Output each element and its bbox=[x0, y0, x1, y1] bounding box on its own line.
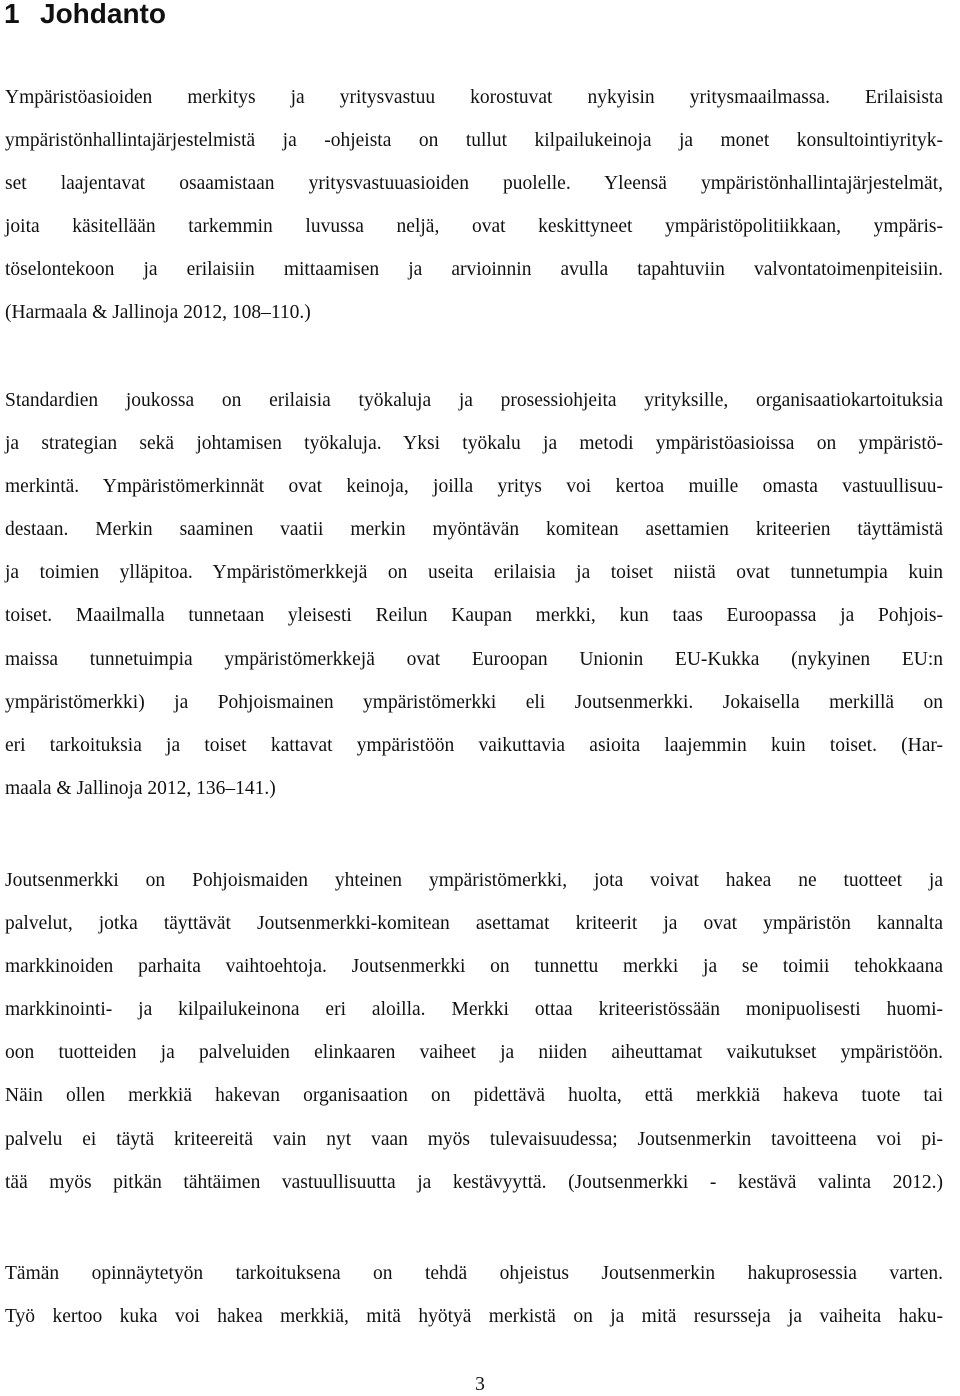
page-number: 3 bbox=[475, 1374, 485, 1395]
text-line: Työ kertoo kuka voi hakea merkkiä, mitä hyötyä merkistä on ja mitä resursseja ja vaiheita haku- bbox=[5, 1306, 943, 1328]
text-line: palvelut, jotka täyttävät Joutsenmerkki-komitean asettamat kriteerit ja ovat ympäristön kannalta bbox=[5, 913, 943, 935]
text-line: destaan. Merkin saaminen vaatii merkin myöntävän komitean asettamien kriteerien täyttämistä bbox=[5, 519, 943, 541]
chapter-heading bbox=[4, 0, 166, 34]
text-line: ympäristömerkki) ja Pohjoismainen ympäristömerkki eli Joutsenmerkki. Jokaisella merkillä on bbox=[5, 691, 943, 713]
text-line: Näin ollen merkkiä hakevan organisaation on pidettävä huolta, että merkkiä hakeva tuote tai bbox=[5, 1085, 943, 1107]
text-line: toiset. Maailmalla tunnetaan yleisesti Reilun Kaupan merkki, kun taas Euroopassa ja Pohjois- bbox=[5, 605, 943, 627]
text-line: Ympäristöasioiden merkitys ja yritysvastuu korostuvat nykyisin yritysmaailmassa. Erilaisista bbox=[5, 87, 943, 108]
text-line: Standardien joukossa on erilaisia työkaluja ja prosessiohjeita yrityksille, organisaatiokartoituksia bbox=[5, 390, 943, 411]
text-line: ja toimien ylläpitoa. Ympäristömerkkejä on useita erilaisia ja toiset niistä ovat tunnetumpia kuin bbox=[5, 562, 943, 584]
text-line: oon tuotteiden ja palveluiden elinkaaren vaiheet ja niiden aiheuttamat vaikutukset ympäristöön. bbox=[5, 1042, 943, 1064]
text-line: joita käsitellään tarkemmin luvussa neljä, ovat keskittyneet ympäristöpolitiikkaan, ympäris- bbox=[5, 216, 943, 238]
text-line: eri tarkoituksia ja toiset kattavat ympäristöön vaikuttavia asioita laajemmin kuin toiset. (Har- bbox=[5, 734, 943, 756]
text-line: maala & Jallinoja 2012, 136–141.) bbox=[5, 777, 276, 799]
chapter-number: 1 bbox=[4, 0, 20, 29]
text-line: markkinointi- ja kilpailukeinona eri aloilla. Merkki ottaa kriteeristössään monipuolisesti huomi- bbox=[5, 999, 943, 1021]
text-line: ja strategian sekä johtamisen työkaluja. Yksi työkalu ja metodi ympäristöasioissa on ympäristö- bbox=[5, 433, 943, 455]
text-line: Joutsenmerkki on Pohjoismaiden yhteinen ympäristömerkki, jota voivat hakea ne tuotteet ja bbox=[5, 870, 943, 891]
text-line: ympäristönhallintajärjestelmistä ja -ohjeista on tullut kilpailukeinoja ja monet konsultointiyrityk- bbox=[5, 130, 943, 152]
paragraph-4 bbox=[5, 1252, 943, 1338]
paragraph-2 bbox=[5, 379, 943, 810]
paragraph-3 bbox=[5, 859, 943, 1204]
text-line: Tämän opinnäytetyön tarkoituksena on tehdä ohjeistus Joutsenmerkin hakuprosessia varten. bbox=[5, 1263, 943, 1284]
text-line: merkintä. Ympäristömerkinnät ovat keinoja, joilla yritys voi kertoa muille omasta vastuullisuu- bbox=[5, 476, 943, 498]
text-line: markkinoiden parhaita vaihtoehtoja. Joutsenmerkki on tunnettu merkki ja se toimii tehokkaana bbox=[5, 956, 943, 978]
paragraph-1 bbox=[5, 76, 943, 335]
text-line: töselontekoon ja erilaisiin mittaamisen ja arvioinnin avulla tapahtuviin valvontatoimenpiteisiin. bbox=[5, 259, 943, 281]
text-line: palvelu ei täytä kriteereitä vain nyt vaan myös tulevaisuudessa; Joutsenmerkin tavoitteena voi pi- bbox=[5, 1128, 943, 1150]
text-line: maissa tunnetuimpia ympäristömerkkejä ovat Euroopan Unionin EU-Kukka (nykyinen EU:n bbox=[5, 648, 943, 670]
text-line: set laajentavat osaamistaan yritysvastuuasioiden puolelle. Yleensä ympäristönhallintajärjestelmät, bbox=[5, 173, 943, 195]
text-line: tää myös pitkän tähtäimen vastuullisuutta ja kestävyyttä. (Joutsenmerkki - kestävä valinta 2012.) bbox=[5, 1171, 943, 1193]
text-line: (Harmaala & Jallinoja 2012, 108–110.) bbox=[5, 302, 311, 324]
chapter-title: Johdanto bbox=[40, 0, 166, 29]
